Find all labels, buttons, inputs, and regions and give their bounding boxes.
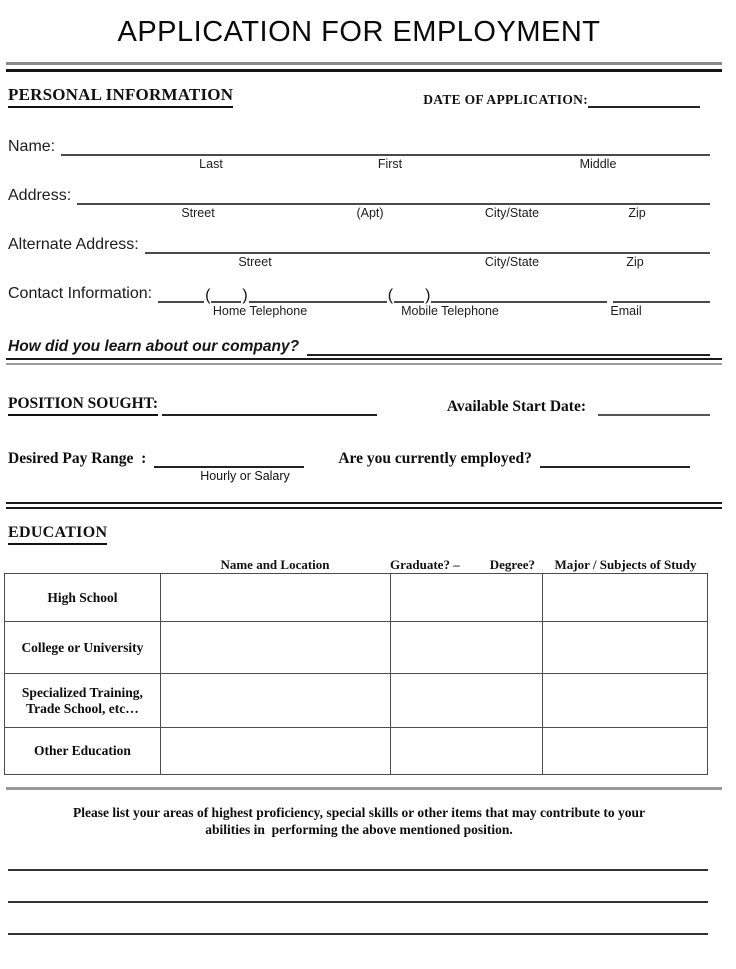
currently-employed-label: Are you currently employed? — [338, 450, 532, 467]
mobile-phone-close-paren: ) — [425, 287, 431, 304]
available-start-date-field[interactable] — [598, 400, 710, 416]
available-start-date-label: Available Start Date: — [446, 398, 586, 415]
address-zip-label: Zip — [628, 206, 646, 220]
skills-field-line-3[interactable] — [8, 933, 708, 935]
date-of-application-label: DATE OF APPLICATION: — [423, 92, 588, 107]
contact-prefix-field[interactable] — [158, 285, 204, 303]
row-label-specialized-training: Specialized Training, Trade School, etc… — [5, 674, 161, 728]
hourly-or-salary-label: Hourly or Salary — [200, 469, 290, 483]
mobile-telephone-label: Mobile Telephone — [401, 304, 499, 318]
skills-instruction-line2: abilities in performing the above mentioned position. — [205, 822, 513, 837]
name-middle-label: Middle — [579, 157, 617, 171]
skills-divider — [6, 787, 722, 790]
desired-pay-range-field[interactable] — [154, 452, 304, 468]
other-name-location-cell[interactable] — [160, 728, 390, 775]
contact-sublabels — [8, 303, 710, 320]
address-apt-label: (Apt) — [356, 206, 384, 220]
email-field[interactable] — [613, 285, 710, 303]
home-telephone-field[interactable] — [249, 285, 387, 303]
skills-field-line-1[interactable] — [8, 869, 708, 871]
address-citystate-label: City/State — [484, 206, 540, 220]
header-degree: Degree? — [489, 557, 535, 572]
mobile-telephone-field[interactable] — [431, 285, 607, 303]
header-name-location: Name and Location — [220, 557, 330, 572]
specialized-name-location-cell[interactable] — [160, 674, 390, 728]
alternate-address-label: Alternate Address: — [8, 236, 139, 253]
other-graduate-degree-cell[interactable] — [390, 728, 543, 775]
home-area-code-field[interactable] — [211, 285, 241, 303]
currently-employed-field[interactable] — [540, 452, 690, 468]
employment-application-form — [0, 16, 736, 935]
table-row — [5, 574, 708, 622]
alternate-zip-label: Zip — [626, 255, 644, 269]
home-phone-open-paren: ( — [205, 287, 211, 304]
desired-pay-range-label: Desired Pay Range : — [8, 450, 147, 467]
education-table-headers — [4, 555, 710, 573]
specialized-graduate-degree-cell[interactable] — [390, 674, 543, 728]
alternate-street-label: Street — [238, 255, 272, 269]
alternate-address-field[interactable] — [145, 236, 710, 254]
date-of-application-field[interactable] — [588, 94, 700, 108]
address-street-label: Street — [181, 206, 215, 220]
table-row — [5, 728, 708, 775]
name-label: Name: — [8, 138, 56, 155]
education-table — [4, 573, 708, 775]
email-label: Email — [610, 304, 642, 318]
contact-information-label: Contact Information: — [8, 285, 153, 302]
specialized-major-cell[interactable] — [543, 674, 708, 728]
address-label: Address: — [8, 187, 72, 204]
alternate-citystate-label: City/State — [484, 255, 540, 269]
row-label-college: College or University — [5, 622, 161, 674]
home-telephone-label: Home Telephone — [212, 304, 308, 318]
position-sought-heading: POSITION SOUGHT: — [8, 395, 158, 416]
college-graduate-degree-cell[interactable] — [390, 622, 543, 674]
skills-field-line-2[interactable] — [8, 901, 708, 903]
name-field[interactable] — [61, 138, 710, 156]
position-sought-field[interactable] — [162, 400, 377, 416]
row-label-other-education: Other Education — [5, 728, 161, 775]
table-row — [5, 622, 708, 674]
skills-instruction — [8, 804, 710, 838]
header-major-subjects: Major / Subjects of Study — [554, 557, 697, 572]
home-phone-close-paren: ) — [242, 287, 248, 304]
high-school-name-location-cell[interactable] — [160, 574, 390, 622]
personal-information-heading: PERSONAL INFORMATION — [8, 85, 233, 108]
skills-instruction-line1: Please list your areas of highest proficiency, special skills or other items that may contribute to your — [72, 805, 646, 820]
high-school-graduate-degree-cell[interactable] — [390, 574, 543, 622]
referral-question-field[interactable] — [307, 338, 710, 356]
page-title: APPLICATION FOR EMPLOYMENT — [117, 16, 601, 48]
section-divider-gray — [6, 363, 722, 365]
mobile-area-code-field[interactable] — [394, 285, 424, 303]
high-school-major-cell[interactable] — [543, 574, 708, 622]
other-major-cell[interactable] — [543, 728, 708, 775]
table-row — [5, 674, 708, 728]
name-last-label: Last — [199, 157, 223, 171]
name-sublabels — [8, 156, 710, 173]
title-divider-bottom — [6, 69, 722, 72]
header-graduate: Graduate? – — [390, 557, 460, 572]
education-heading: EDUCATION — [8, 524, 107, 545]
education-divider-bottom — [6, 507, 722, 509]
college-name-location-cell[interactable] — [160, 622, 390, 674]
mobile-phone-open-paren: ( — [387, 287, 394, 304]
name-first-label: First — [377, 157, 403, 171]
alternate-address-sublabels — [8, 254, 710, 271]
college-major-cell[interactable] — [543, 622, 708, 674]
address-field[interactable] — [77, 187, 710, 205]
row-label-high-school: High School — [5, 574, 161, 622]
referral-question-label: How did you learn about our company? — [8, 338, 300, 355]
address-sublabels — [8, 205, 710, 222]
